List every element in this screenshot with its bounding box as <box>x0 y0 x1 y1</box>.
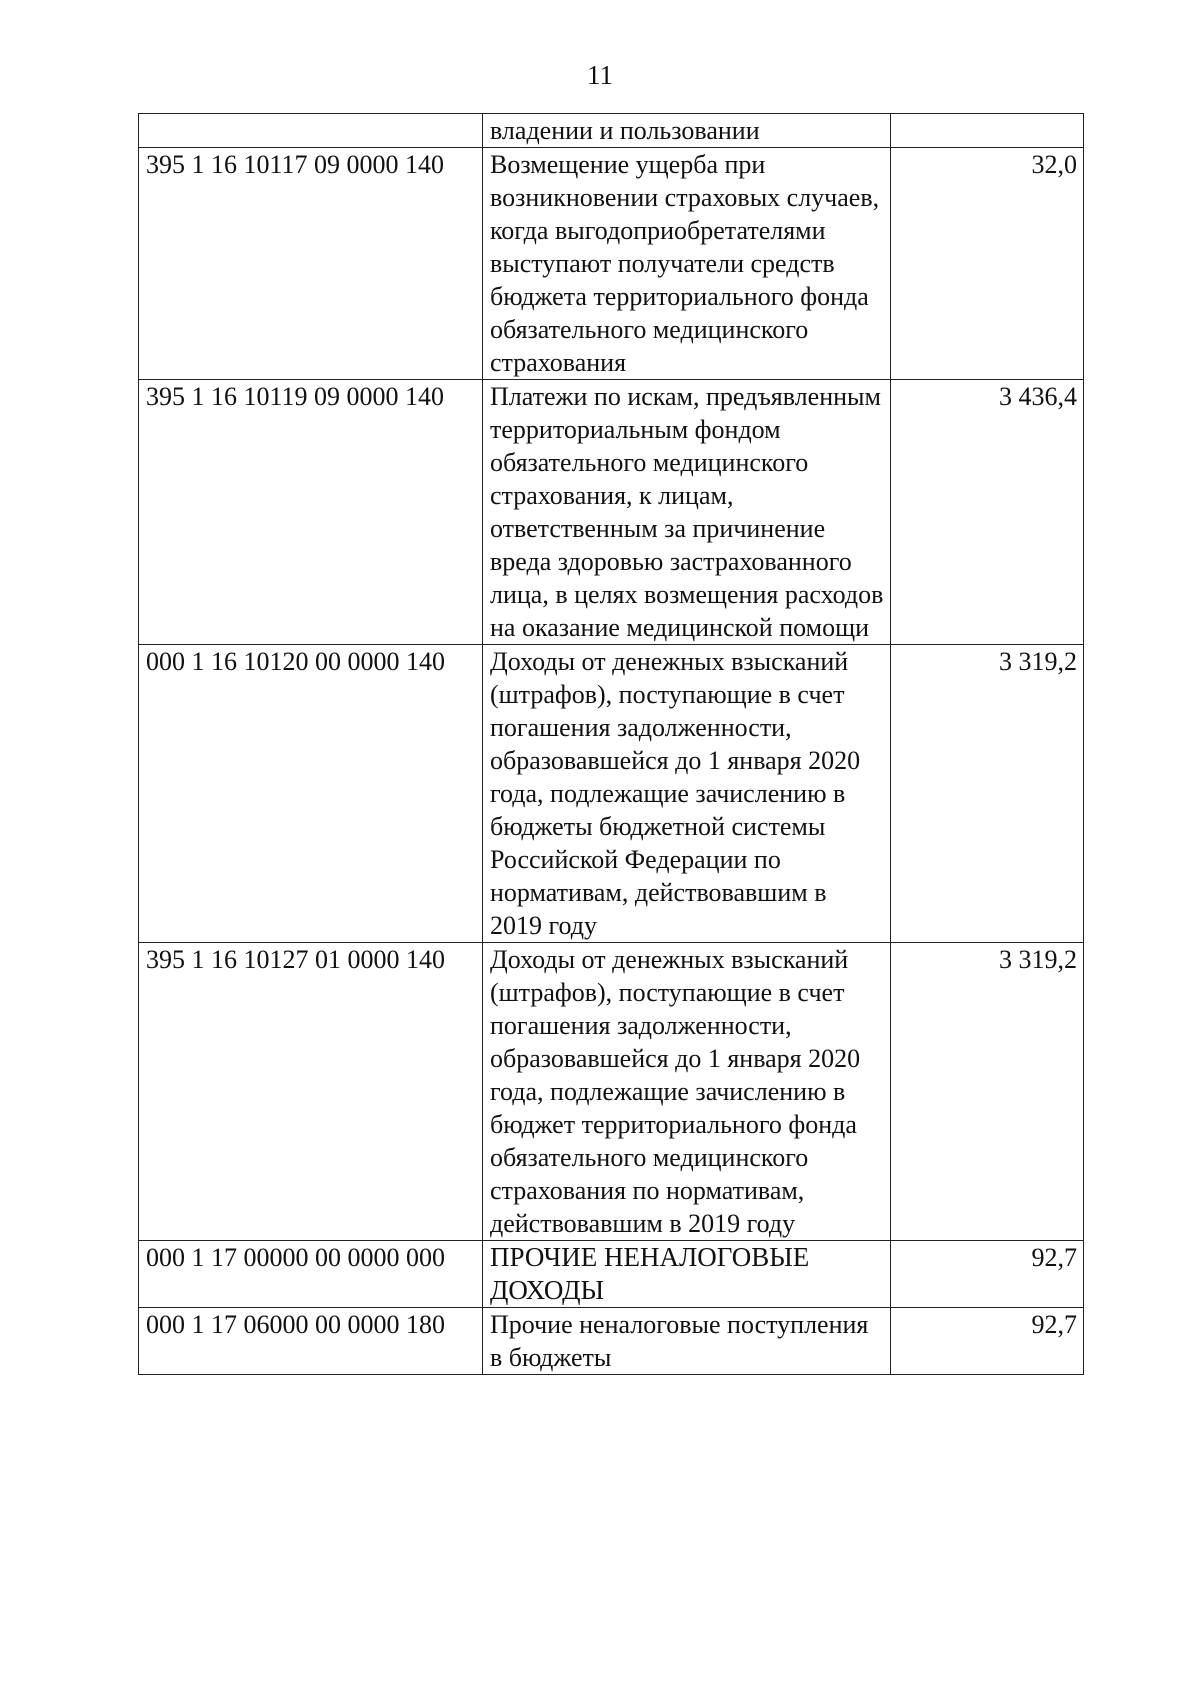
revenue-name: Прочие неналоговые поступления в бюджеты <box>483 1308 891 1375</box>
table-row <box>139 1308 1084 1375</box>
revenue-amount: 3 319,2 <box>891 943 1084 1241</box>
revenue-code: 395 1 16 10119 09 0000 140 <box>139 380 483 645</box>
revenue-code <box>139 114 483 148</box>
revenue-name: Платежи по искам, предъявленным территориальным фондом обязательного медицинского страхования, к лицам, ответственным за причинение вреда здоровью застрахованного лица, в целях возмещения расходов на оказание медицинской помощи <box>483 380 891 645</box>
revenue-table <box>138 113 1084 1375</box>
revenue-name: Возмещение ущерба при возникновении страховых случаев, когда выгодоприобретателями выступают получатели средств бюджета территориального фонда обязательного медицинского страхования <box>483 148 891 380</box>
revenue-code: 000 1 16 10120 00 0000 140 <box>139 645 483 943</box>
revenue-amount: 32,0 <box>891 148 1084 380</box>
revenue-amount <box>891 114 1084 148</box>
revenue-code: 395 1 16 10117 09 0000 140 <box>139 148 483 380</box>
revenue-name: Доходы от денежных взысканий (штрафов), поступающие в счет погашения задолженности, образовавшейся до 1 января 2020 года, подлежащие зачислению в бюджеты бюджетной системы Российской Федерации по нормативам, действовавшим в 2019 году <box>483 645 891 943</box>
revenue-code: 395 1 16 10127 01 0000 140 <box>139 943 483 1241</box>
revenue-name: владении и пользовании <box>483 114 891 148</box>
revenue-amount: 92,7 <box>891 1241 1084 1308</box>
revenue-amount: 3 436,4 <box>891 380 1084 645</box>
revenue-amount: 92,7 <box>891 1308 1084 1375</box>
page-number: 11 <box>587 60 613 90</box>
table-row <box>139 1241 1084 1308</box>
table-row <box>139 943 1084 1241</box>
table-row <box>139 645 1084 943</box>
table-row <box>139 380 1084 645</box>
revenue-amount: 3 319,2 <box>891 645 1084 943</box>
revenue-code: 000 1 17 00000 00 0000 000 <box>139 1241 483 1308</box>
revenue-name: Доходы от денежных взысканий (штрафов), поступающие в счет погашения задолженности, образовавшейся до 1 января 2020 года, подлежащие зачислению в бюджет территориального фонда обязательного медицинского страхования по нормативам, действовавшим в 2019 году <box>483 943 891 1241</box>
revenue-name: ПРОЧИЕ НЕНАЛОГОВЫЕ ДОХОДЫ <box>483 1241 891 1308</box>
table-row <box>139 114 1084 148</box>
revenue-code: 000 1 17 06000 00 0000 180 <box>139 1308 483 1375</box>
table-row <box>139 148 1084 380</box>
